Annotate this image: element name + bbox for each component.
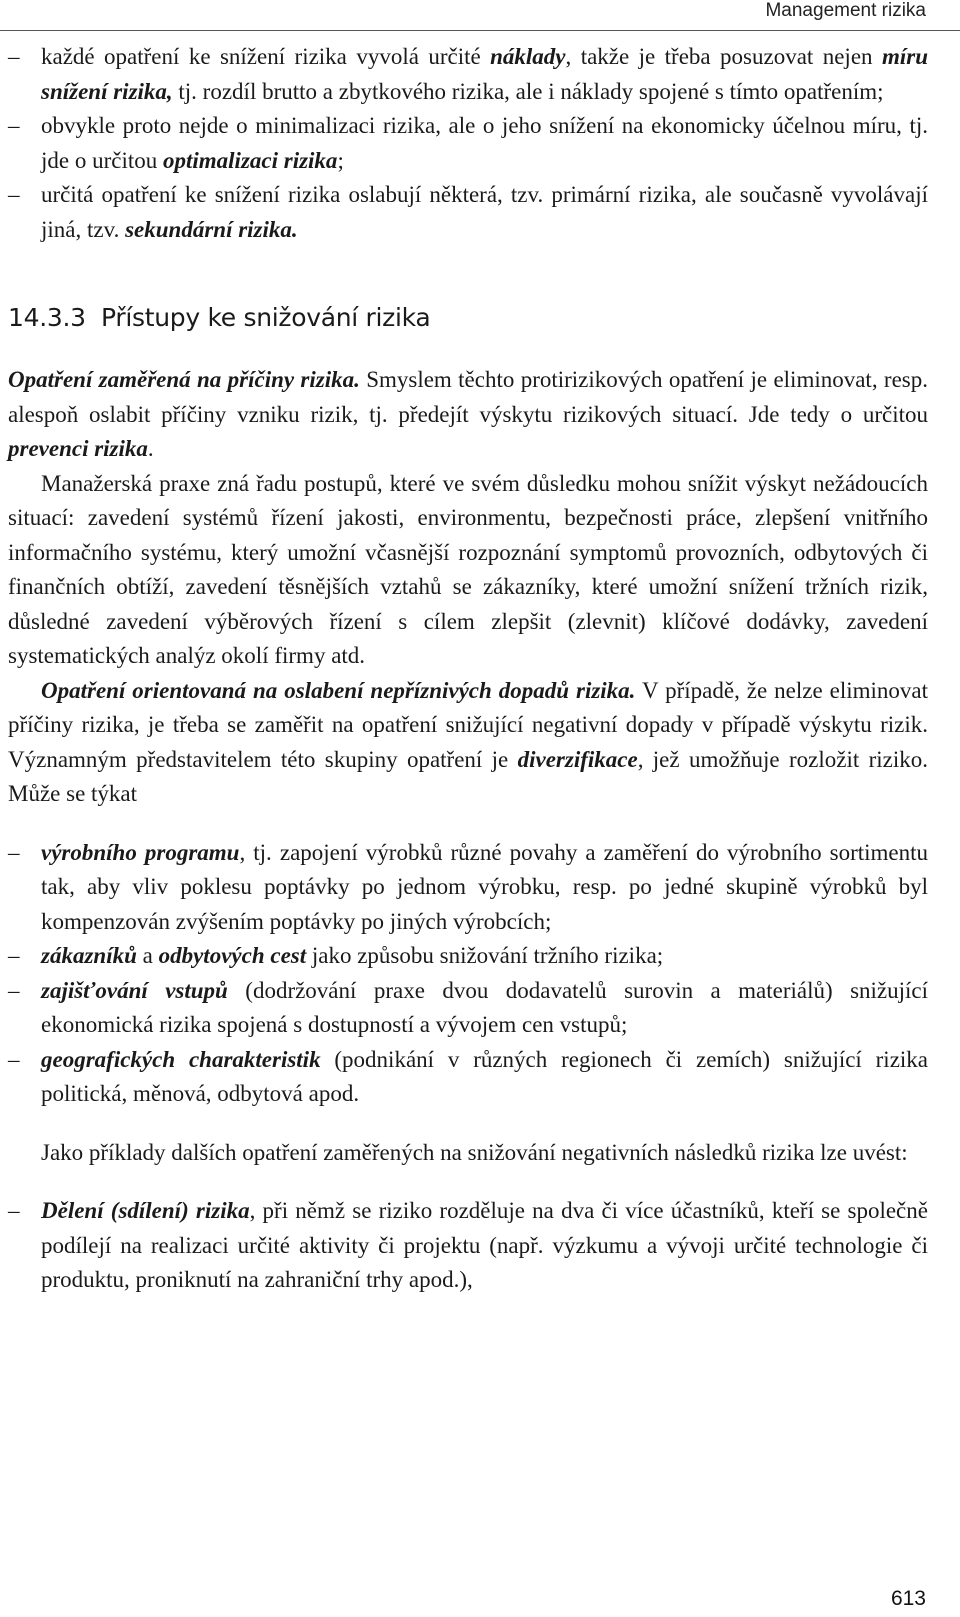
list-item [8,178,928,247]
dash-marker: – [8,182,20,207]
list-item-text [41,836,928,940]
list-item-text [41,40,928,109]
dash-marker: – [8,1198,20,1223]
emphasized-term: odbytových cest [158,943,307,968]
bullet-list-top [8,40,928,247]
emphasized-term: prevenci rizika [8,436,148,461]
page-body [8,40,928,1298]
text-run: , takže je třeba posuzovat nejen [565,44,882,69]
emphasized-term: zákazníků [41,943,137,968]
list-item [8,109,928,178]
text-run: , jež umožňuje rozložit riziko. Může se týkat [8,746,928,806]
text-run: , při němž se riziko rozděluje na dva či více účastníků, kteří se společně podílejí na realizaci určité aktivity či projektu (např. výzkumu a vývoji určité technologie či produktu, proniknutí na zahraniční trhy apod.), [41,1198,928,1292]
text-run: . [147,436,154,461]
emphasized-term: zajišťování vstupů [41,977,228,1003]
list-item-text [41,974,928,1043]
text-run: obvykle proto nejde o minimalizaci rizika, ale o jeho snížení na ekonomicky účelnou míru, tj. jde o určitou [41,113,928,173]
text-run: ; [337,147,344,173]
text-run: Smyslem těchto protirizikových opatření je eliminovat, resp. alespoň oslabit příčiny vzniku rizik, tj. předejít výskytu rizikových situací. Jde tedy o určitou [8,367,928,427]
dash-marker: – [8,44,20,69]
bullet-list-diversification [8,836,928,1112]
emphasized-term: optimalizaci rizika [163,147,338,173]
list-item [8,974,928,1043]
text-run: a [136,943,159,968]
dash-marker: – [8,1046,20,1072]
list-item [8,939,928,974]
emphasized-term: Dělení (sdílení) rizika [41,1198,250,1223]
text-run: určitá opatření ke snížení rizika oslabují některá, tzv. primární rizika, ale současně vyvolávají jiná, tzv. [41,182,928,242]
section-title: Přístupy ke snižování rizika [101,303,431,332]
emphasized-term: náklady [490,44,566,69]
section-heading [8,301,928,335]
list-item-text [41,1194,928,1298]
emphasized-term: diverzifikace [517,746,638,772]
list-item [8,40,928,109]
text-run: každé opatření ke snížení rizika vyvolá určité [41,44,491,69]
list-item [8,836,928,940]
paragraph-diversification [8,674,928,812]
text-run: V případě, že nelze eliminovat příčiny rizika, je třeba se zaměřit na opatření snižující negativní dopady v případě výskytu rizik. Významným představitelem této skupiny opatření je [8,677,928,772]
list-item-text [41,109,928,178]
list-item [8,1194,928,1298]
emphasized-term: Opatření zaměřená na příčiny rizika. [8,367,360,392]
dash-marker: – [8,839,20,865]
text-run: Jako příklady dalších opatření zaměřených na snižování negativních následků rizika lze uvést: [41,1139,908,1165]
list-item-text [41,178,928,247]
text-run: (podnikání v různých regionech či zemích) snižující rizika politická, měnová, odbytová apod. [41,1046,928,1106]
list-item-text [41,1043,928,1112]
list-item [8,1043,928,1112]
emphasized-term: Opatření orientovaná na oslabení nepříznivých dopadů rizika. [41,677,636,703]
text-run: jako způsobu snižování tržního rizika; [306,943,664,968]
dash-marker: – [8,113,20,138]
text-run: (dodržování praxe dvou dodavatelů surovin a materiálů) snižující ekonomická rizika spojená s dostupností a vývojem cen vstupů; [41,977,928,1037]
emphasized-term: sekundární rizika. [125,216,298,242]
dash-marker: – [8,943,20,968]
emphasized-term: výrobního programu [41,839,240,865]
running-header-title: Management rizika [765,0,926,21]
section-number: 14.3.3 [8,303,86,332]
list-item-text [41,939,928,974]
text-run: tj. rozdíl brutto a zbytkového rizika, ale i náklady spojené s tímto opatřením; [172,78,884,104]
dash-marker: – [8,977,20,1003]
paragraph-examples-intro [8,1136,928,1171]
bullet-list-bottom [8,1194,928,1298]
header-rule [0,30,960,31]
paragraph-prevention [8,363,928,467]
emphasized-term: geografických charakteristik [41,1046,321,1072]
text-run: Manažerská praxe zná řadu postupů, které ve svém důsledku mohou snížit výskyt nežádoucích situací: zavedení systémů řízení jakosti, environmentu, bezpečnosti práce, zlepšení vnitřního informačního systému, který umožní včasnější rozpoznání symptomů provozních, odbytových či finančních obtíží, zavedení těsnějších vztahů se zákazníky, které umožní snížení tržních rizik, důsledné zavedení výběrových řízení s cílem zlepšit (zlevnit) klíčové dodávky, zavedení systematických analýz okolí firmy atd. [8,470,928,668]
page-number: 613 [890,1587,926,1610]
paragraph-management-practice [8,467,928,674]
text-run: , tj. zapojení výrobků různé povahy a zaměření do výrobního sortimentu tak, aby vliv poklesu poptávky po jednom výrobku, resp. po jedné skupině výrobků byl kompenzován zvýšením poptávky po jiných výrobcích; [41,839,928,934]
emphasized-term: míru snížení rizika, [41,44,928,104]
